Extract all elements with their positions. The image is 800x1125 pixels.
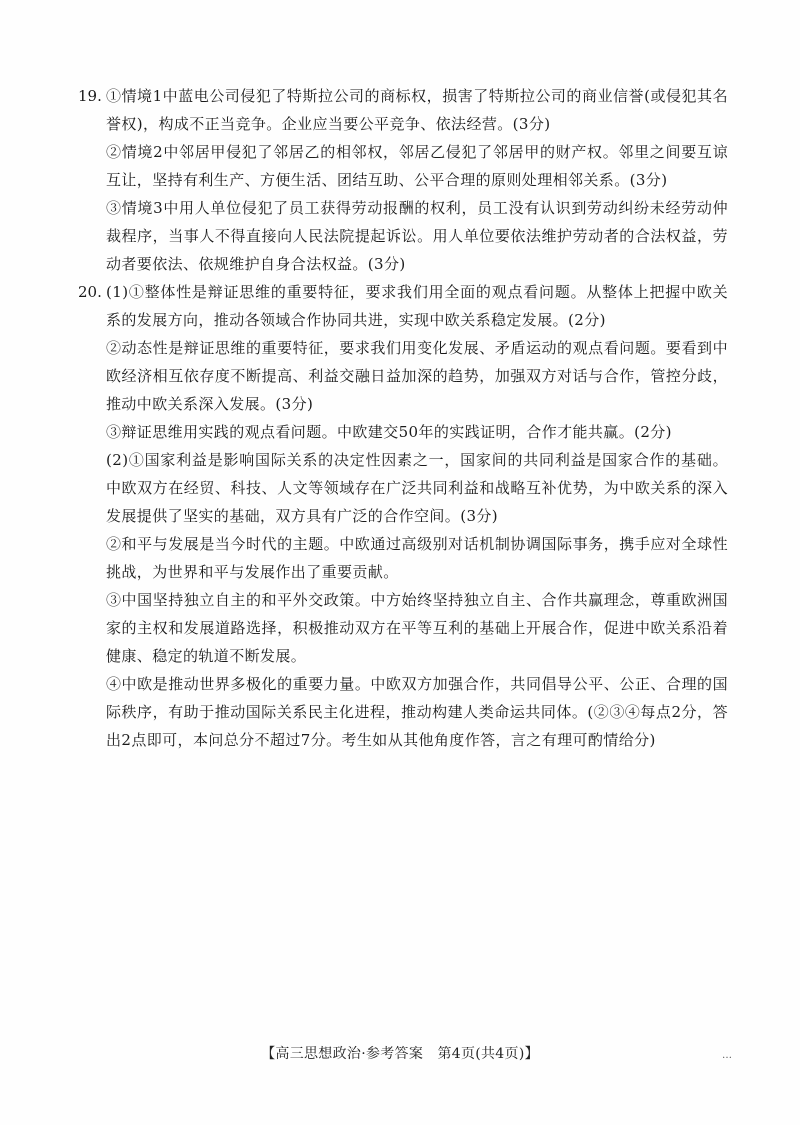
answer-item: ③情境3中用人单位侵犯了员工获得劳动报酬的权利，员工没有认识到劳动纠纷未经劳动仲裁程序，当事人不得直接向人民法院提起诉讼。用人单位要依法维护劳动者的合法权益，劳动者要依法、依规维护自身合法权益。(3分) [106, 199, 728, 273]
question-19 [80, 82, 728, 278]
answer-content [80, 82, 728, 754]
answer-item: ①情境1中蓝电公司侵犯了特斯拉公司的商标权，损害了特斯拉公司的商业信誉(或侵犯其名誉权)，构成不正当竞争。企业应当要公平竞争、依法经营。(3分) [106, 87, 728, 133]
answer-item: ③中国坚持独立自主的和平外交政策。中方始终坚持独立自主、合作共赢理念，尊重欧洲国家的主权和发展道路选择，积极推动双方在平等互利的基础上开展合作，促进中欧关系沿着健康、稳定的轨道不断发展。 [106, 591, 728, 665]
answer-item: ②和平与发展是当今时代的主题。中欧通过高级别对话机制协调国际事务，携手应对全球性挑战，为世界和平与发展作出了重要贡献。 [106, 535, 728, 581]
answer-item: ④中欧是推动世界多极化的重要力量。中欧双方加强合作，共同倡导公平、公正、合理的国际秩序，有助于推动国际关系民主化进程，推动构建人类命运共同体。(②③④每点2分，答出2点即可，本问总分不超过7分。考生如从其他角度作答，言之有理可酌情给分) [106, 675, 728, 749]
answer-item: ②动态性是辩证思维的重要特征，要求我们用变化发展、矛盾运动的观点看问题。要看到中欧经济相互依存度不断提高、利益交融日益加深的趋势，加强双方对话与合作，管控分歧，推动中欧关系深入发展。(3分) [106, 339, 728, 413]
footer-mark: … [722, 1050, 732, 1061]
answer-item: ②情境2中邻居甲侵犯了邻居乙的相邻权，邻居乙侵犯了邻居甲的财产权。邻里之间要互谅互让，坚持有利生产、方便生活、团结互助、公平合理的原则处理相邻关系。(3分) [106, 143, 728, 189]
answer-item: ③辩证思维用实践的观点看问题。中欧建交50年的实践证明，合作才能共赢。(2分) [106, 423, 672, 441]
question-number: 19. [78, 87, 102, 105]
page-footer: 【高三思想政治·参考答案 第4页(共4页)】 [261, 1046, 539, 1062]
answer-item: (2)①国家利益是影响国际关系的决定性因素之一，国家间的共同利益是国家合作的基础。中欧双方在经贸、科技、人文等领域存在广泛共同利益和战略互补优势，为中欧关系的深入发展提供了坚实的基础，双方具有广泛的合作空间。(3分) [106, 451, 728, 525]
question-number: 20. [78, 283, 102, 301]
question-20 [80, 278, 728, 754]
answer-item: (1)①整体性是辩证思维的重要特征，要求我们用全面的观点看问题。从整体上把握中欧关系的发展方向，推动各领域合作协同共进，实现中欧关系稳定发展。(2分) [106, 283, 728, 329]
